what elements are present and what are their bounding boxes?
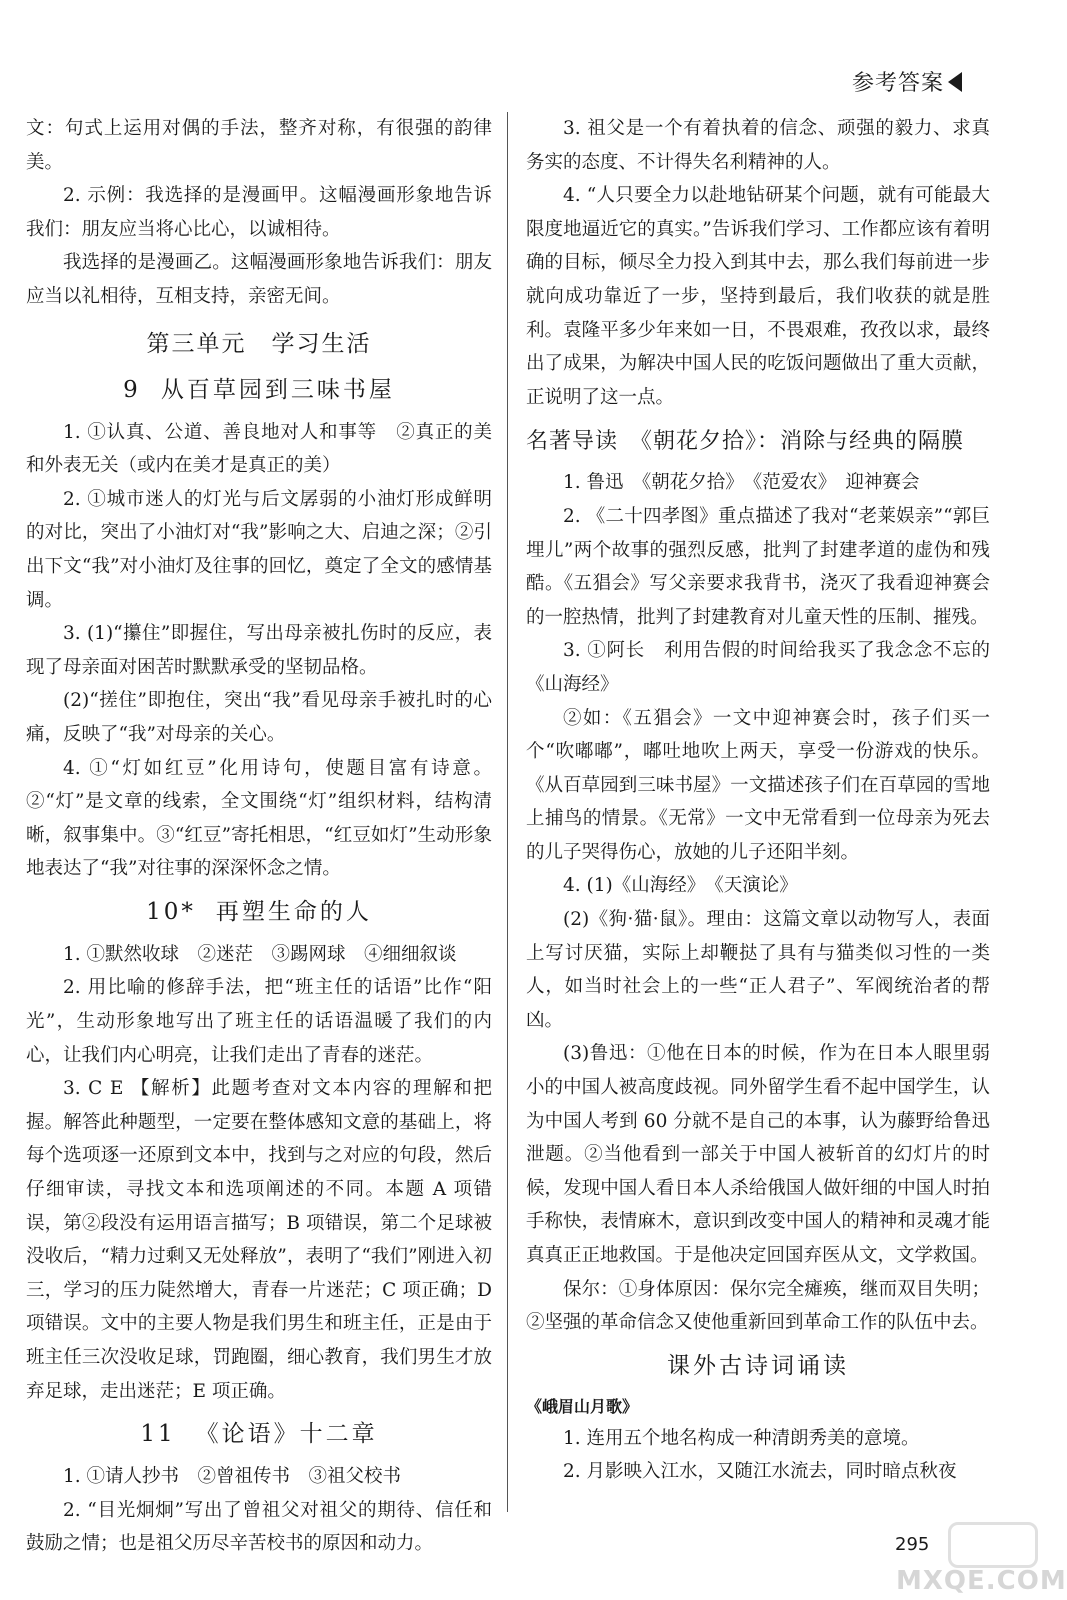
right-column: [526, 112, 990, 1489]
answer-paragraph: 4. “人只要全力以赴地钻研某个问题，就有可能最大限度地逼近它的真实。”告诉我们学习、工作都应该有着明确的目标，倾尽全力投入到其中去，那么我们每前进一步就向成功靠近了一步，坚持到最后，我们收获的就是胜利。袁隆平多少年来如一日，不畏艰难，孜孜以求，最终出了成果，为解决中国人民的吃饭问题做出了重大贡献，正说明了这一点。: [526, 185, 990, 408]
answer-paragraph: 4. (1)《山海经》 《天演论》: [563, 875, 798, 897]
lesson-name: 《论语》十二章: [195, 1421, 378, 1448]
answer-paragraph: (2)《狗·猫·鼠》。理由：这篇文章以动物写人，表面上写讨厌猫，实际上却鞭挞了具有与猫类似习性的一类人，如当时社会上的一些“正人君子”、军阀统治者的帮凶。: [526, 909, 990, 1031]
watermark-seal: [948, 1522, 1038, 1568]
header-label: 参考答案: [851, 71, 944, 96]
answer-paragraph: 1. ①认真、公道、善良地对人和事等 ②真正的美和外表无关（或内在美才是真正的美）: [26, 421, 492, 477]
answer-paragraph: 3. C E 【解析】此题考查对文本内容的理解和把握。解答此种题型，一定要在整体感知文意的基础上，将每个选项逐一还原到文本中，找到与之对应的句段，然后仔细审读，寻找文本和选项阐述的不同。本题 A 项错误，第②段没有运用语言描写；B 项错误，第二个足球被没收后，“精力过剩又无处释放”，表明了“我们”刚进入初三，学习的压力陡然增大，青春一片迷茫；C 项正确；D 项错误。文中的主要人物是我们男生和班主任，正是由于班主任三次没收足球，罚跑圈，细心教育，我们男生才放弃足球，走出迷茫；E 项正确。: [26, 1078, 492, 1402]
lesson-11-title: [26, 1414, 492, 1454]
paragraph: 文：句式上运用对偶的手法，整齐对称，有很强的韵律美。: [26, 118, 492, 173]
answer-paragraph: ②如：《五猖会》一文中迎神赛会时，孩子们买一个“吹嘟嘟”，嘟吐地吹上两天，享受一份游戏的快乐。《从百草园到三味书屋》一文描述孩子们在百草园的雪地上捕鸟的情景。《无常》一文中无常看到一位母亲为死去的儿子哭得伤心，放她的儿子还阳半刻。: [526, 707, 990, 863]
page-number: 295: [895, 1534, 930, 1555]
left-column: [26, 112, 492, 1561]
answer-paragraph: 2. 月影映入江水，又随江水流去，同时暗点秋夜: [563, 1461, 957, 1483]
answer-paragraph: 3. (1)“攥住”即握住，写出母亲被扎伤时的反应，表现了母亲面对困苦时默默承受的坚韧品格。: [26, 623, 492, 678]
answer-paragraph: 1. ①默然收球 ②迷茫 ③踢网球 ④细细叙谈: [63, 943, 457, 965]
lesson-name: 从百草园到三味书屋: [160, 376, 395, 403]
answer-paragraph: (3)鲁迅：①他在日本的时候，作为在日本人眼里弱小的中国人被高度歧视。同外留学生看不起中国学生，认为中国人考到 60 分就不是自己的本事，认为藤野给鲁迅泄题。②当他看到一部关于中国人被斩首的幻灯片的时候，发现中国人看日本人杀给俄国人做奸细的中国人时拍手称快，表情麻木，意识到改变中国人的精神和灵魂才能真真正正地救国。于是他决定回国弃医从文，文学救国。: [526, 1043, 990, 1266]
answer-paragraph: 2. ①城市迷人的灯光与后文孱弱的小油灯形成鲜明的对比，突出了小油灯对“我”影响之大、启迪之深；②引出下文“我”对小油灯及往事的回忆，奠定了全文的感情基调。: [26, 488, 492, 611]
answer-paragraph: 保尔：①身体原因：保尔完全瘫痪，继而双目失明；②坚强的革命信念又使他重新回到革命工作的队伍中去。: [526, 1278, 990, 1334]
poem-section-title: 课外古诗词诵读: [667, 1352, 849, 1379]
column-divider: [507, 112, 508, 1512]
answer-paragraph: 3. ①阿长 利用告假的时间给我买了我念念不忘的《山海经》: [526, 640, 990, 695]
paragraph: 我选择的是漫画乙。这幅漫画形象地告诉我们：朋友应当以礼相待，互相支持，亲密无间。: [26, 252, 492, 307]
answer-paragraph: 2. 《二十四孝图》重点描述了我对“老莱娱亲”“郭巨埋儿”两个故事的强烈反感，批判了封建孝道的虚伪和残酷。《五猖会》写父亲要求我背书，浇灭了我看迎神赛会的一腔热情，批判了封建教育对儿童天性的压制、摧残。: [526, 505, 990, 628]
lesson-number: 10*: [146, 898, 196, 925]
unit-title: 第三单元 学习生活: [146, 330, 372, 357]
answer-paragraph: 2. “目光炯炯”写出了曾祖父对祖父的期待、信任和鼓励之情；也是祖父历尽辛苦校书的原因和动力。: [26, 1499, 492, 1555]
watermark-url: MXQE.COM: [896, 1566, 1067, 1596]
reading-guide-title: 名著导读 《朝花夕拾》：消除与经典的隔膜: [526, 429, 965, 455]
answer-paragraph: 4. ①“灯如红豆”化用诗句，使题目富有诗意。②“灯”是文章的线索，全文围绕“灯”组织材料，结构清晰，叙事集中。③“红豆”寄托相思，“红豆如灯”生动形象地表达了“我”对往事的深深怀念之情。: [26, 757, 492, 880]
lesson-number: 11: [140, 1421, 176, 1448]
paragraph: 2. 示例：我选择的是漫画甲。这幅漫画形象地告诉我们：朋友应当将心比心，以诚相待。: [26, 185, 492, 240]
answer-paragraph: (2)“搓住”即抱住，突出“我”看见母亲手被扎时的心痛，反映了“我”对母亲的关心。: [26, 690, 492, 745]
lesson-number: 9: [123, 376, 141, 403]
lesson-10-title: [26, 892, 492, 932]
answer-paragraph: 1. 连用五个地名构成一种清朗秀美的意境。: [563, 1427, 920, 1449]
reference-answer-header: [852, 66, 962, 97]
lesson-9-title: [26, 370, 492, 410]
answer-paragraph: 1. ①请人抄书 ②曾祖传书 ③祖父校书: [63, 1466, 402, 1488]
answer-paragraph: 1. 鲁迅 《朝花夕拾》 《范爱农》 迎神赛会: [563, 472, 920, 494]
poem-title: 《峨眉山月歌》: [526, 1396, 639, 1416]
lesson-name: 再塑生命的人: [215, 898, 372, 925]
triangle-marker-icon: [948, 72, 962, 92]
answer-paragraph: 3. 祖父是一个有着执着的信念、顽强的毅力、求真务实的态度、不计得失名利精神的人。: [526, 118, 990, 173]
answer-paragraph: 2. 用比喻的修辞手法，把“班主任的话语”比作“阳光”，生动形象地写出了班主任的话语温暖了我们的内心，让我们内心明亮，让我们走出了青春的迷茫。: [26, 977, 492, 1066]
